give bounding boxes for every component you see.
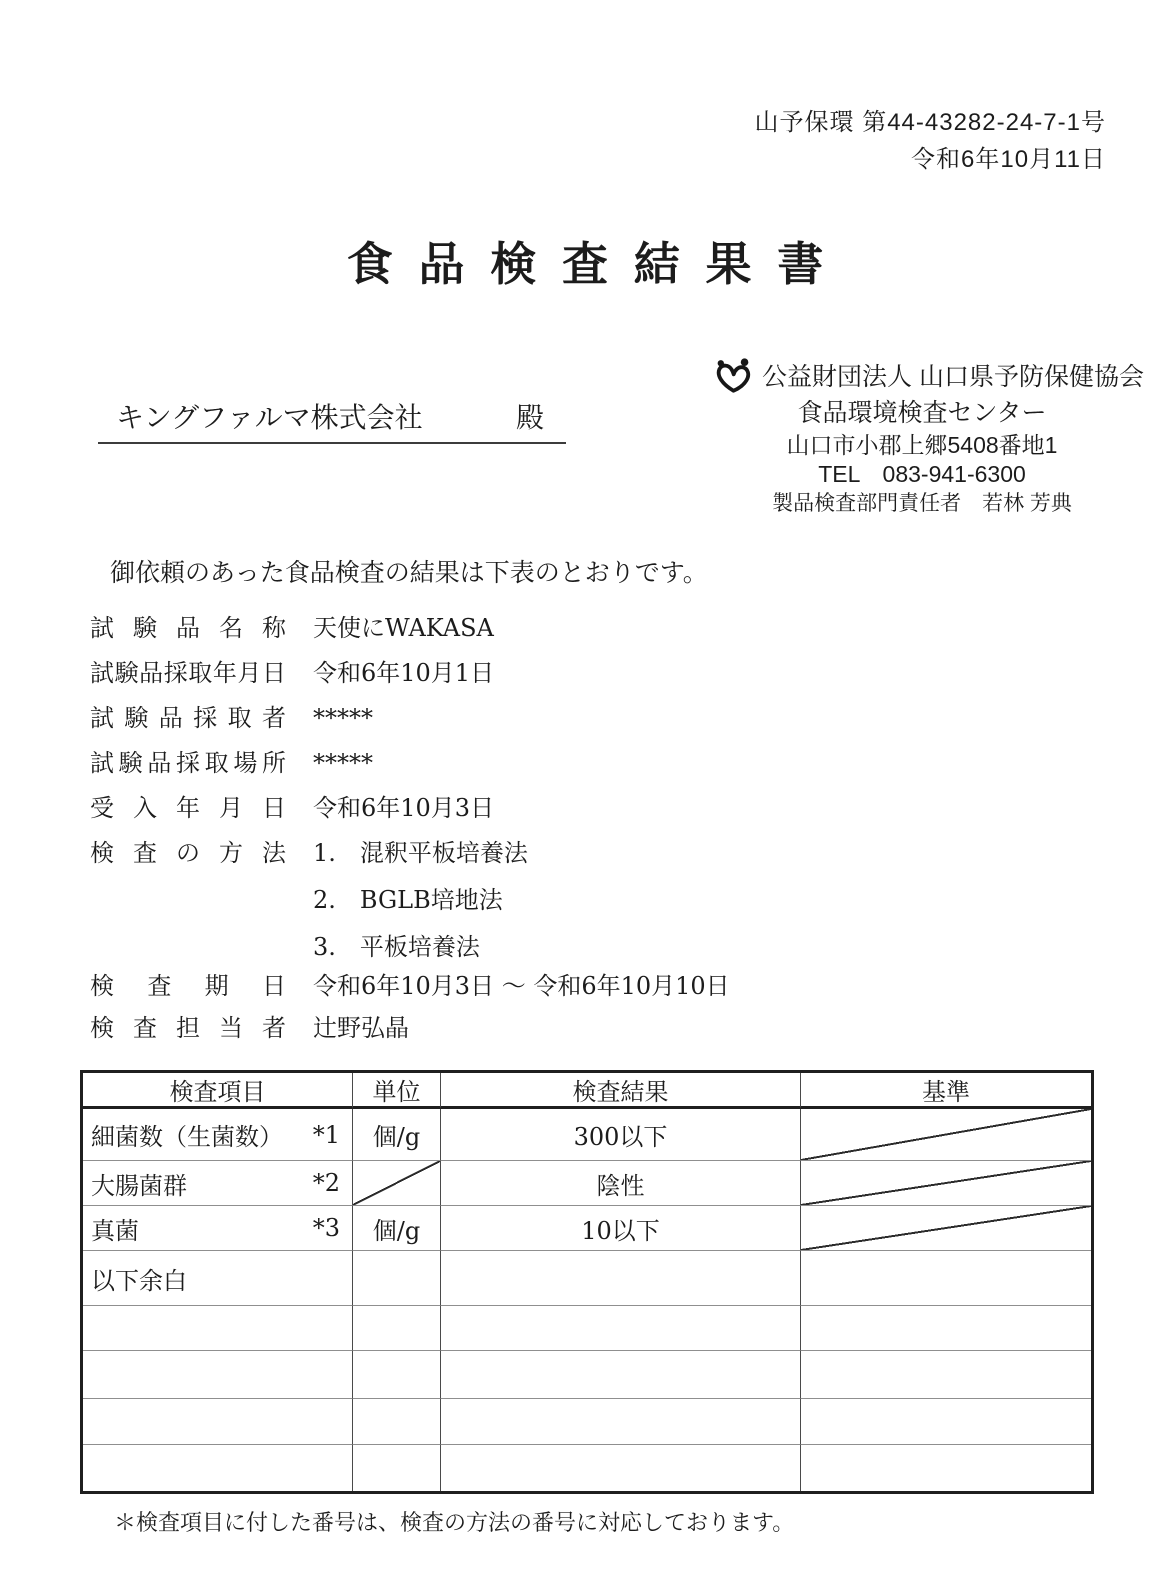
doc-number: 山予保環 第44-43282-24-7-1号 <box>754 109 1106 136</box>
results-table <box>80 1070 1094 1494</box>
table-cell-result <box>441 1251 801 1306</box>
table-cell-unit <box>353 1161 441 1206</box>
document-header <box>755 104 1106 178</box>
field-value: 令和6年10月3日 ～ 令和6年10月10日 <box>313 972 730 1000</box>
table-cell-standard <box>801 1399 1091 1445</box>
field-label: 試験品採取者 <box>90 705 286 732</box>
table-cell-unit <box>353 1306 441 1351</box>
field-label: 試験品採取年月日 <box>90 660 286 687</box>
field-row-method-1 <box>90 833 528 865</box>
table-cell-unit <box>353 1399 441 1445</box>
table-cell-result <box>441 1306 801 1351</box>
table-cell-item <box>83 1251 353 1306</box>
item-name: 細菌数（生菌数） <box>91 1123 283 1151</box>
issuer-block <box>712 358 1144 518</box>
field-label: 検査期日 <box>90 973 286 1000</box>
field-row-sample-name <box>90 608 494 640</box>
field-value: 2. BGLB培地法 <box>313 886 503 914</box>
issuer-manager: 製品検査部門責任者 若林 芳典 <box>772 492 1072 515</box>
table-cell-standard <box>801 1351 1091 1399</box>
col-header-unit: 単位 <box>353 1073 441 1109</box>
issuer-center-name: 食品環境検査センター <box>797 399 1047 427</box>
field-label: 試験品名称 <box>90 615 286 642</box>
addressee-name: キングファルマ株式会社 <box>116 402 423 433</box>
field-value: 3. 平板培養法 <box>313 933 480 961</box>
field-row-sampler <box>90 698 373 730</box>
field-value: 令和6年10月1日 <box>313 659 495 687</box>
addressee-honorific: 殿 <box>515 402 544 433</box>
page-title: 食品検査結果書 <box>346 238 850 290</box>
field-row-receipt-date <box>90 788 494 820</box>
col-header-result: 検査結果 <box>441 1073 801 1109</box>
field-row-method-2 <box>90 880 503 912</box>
field-label: 検査の方法 <box>90 840 286 867</box>
table-cell-standard <box>801 1306 1091 1351</box>
field-value: ***** <box>313 704 373 732</box>
issuer-name: 公益財団法人 山口県予防保健協会 <box>762 363 1144 391</box>
item-name: 以下余白 <box>91 1266 187 1295</box>
issuer-tel: TEL 083-941-6300 <box>818 461 1026 487</box>
table-cell-standard <box>801 1445 1091 1491</box>
field-label: 検査担当者 <box>90 1015 286 1042</box>
item-name: 真菌 <box>91 1216 139 1245</box>
table-cell-item <box>83 1109 353 1161</box>
addressee-line <box>98 396 566 444</box>
table-cell-result <box>441 1351 801 1399</box>
field-value: 天使にWAKASA <box>313 614 494 642</box>
item-name: 大腸菌群 <box>91 1171 187 1200</box>
table-cell-item <box>83 1399 353 1445</box>
issuer-address: 山口市小郡上郷5408番地1 <box>786 432 1058 458</box>
table-cell-standard <box>801 1206 1091 1251</box>
col-header-standard: 基準 <box>801 1073 1091 1109</box>
table-cell-result: 10以下 <box>441 1206 801 1251</box>
field-label: 試験品採取場所 <box>90 750 286 777</box>
table-cell-result: 300以下 <box>441 1109 801 1161</box>
table-cell-item <box>83 1351 353 1399</box>
heart-logo-icon <box>712 358 756 396</box>
table-cell-item <box>83 1306 353 1351</box>
issue-date: 令和6年10月11日 <box>911 146 1106 173</box>
item-mark: *2 <box>312 1169 340 1197</box>
table-cell-unit <box>353 1445 441 1491</box>
table-cell-item <box>83 1445 353 1491</box>
table-cell-unit <box>353 1351 441 1399</box>
issuer-name-line <box>712 358 1144 396</box>
table-cell-result <box>441 1399 801 1445</box>
field-row-test-period <box>90 966 730 998</box>
table-cell-item <box>83 1161 353 1206</box>
table-cell-unit <box>353 1251 441 1306</box>
table-cell-result <box>441 1445 801 1491</box>
col-header-item: 検査項目 <box>83 1073 353 1109</box>
field-row-sampling-place <box>90 743 373 775</box>
table-cell-result: 陰性 <box>441 1161 801 1206</box>
item-mark: *1 <box>312 1120 340 1149</box>
field-label: 受入年月日 <box>90 795 286 822</box>
table-cell-unit: 個/g <box>353 1206 441 1251</box>
table-cell-standard <box>801 1161 1091 1206</box>
field-value: 辻野弘晶 <box>313 1014 409 1042</box>
field-value: 令和6年10月3日 <box>313 794 495 822</box>
field-value: ***** <box>313 749 373 777</box>
field-value: 1. 混釈平板培養法 <box>313 839 528 867</box>
table-cell-item <box>83 1206 353 1251</box>
table-cell-standard <box>801 1109 1091 1161</box>
field-row-method-3 <box>90 927 480 959</box>
table-cell-unit: 個/g <box>353 1109 441 1161</box>
table-cell-standard <box>801 1251 1091 1306</box>
intro-text: 御依頼のあった食品検査の結果は下表のとおりです。 <box>110 559 708 587</box>
field-row-tester <box>90 1008 409 1040</box>
footnote-text: ＊検査項目に付した番号は、検査の方法の番号に対応しております。 <box>114 1511 795 1536</box>
item-mark: *3 <box>312 1214 340 1242</box>
field-row-sampling-date <box>90 653 494 685</box>
